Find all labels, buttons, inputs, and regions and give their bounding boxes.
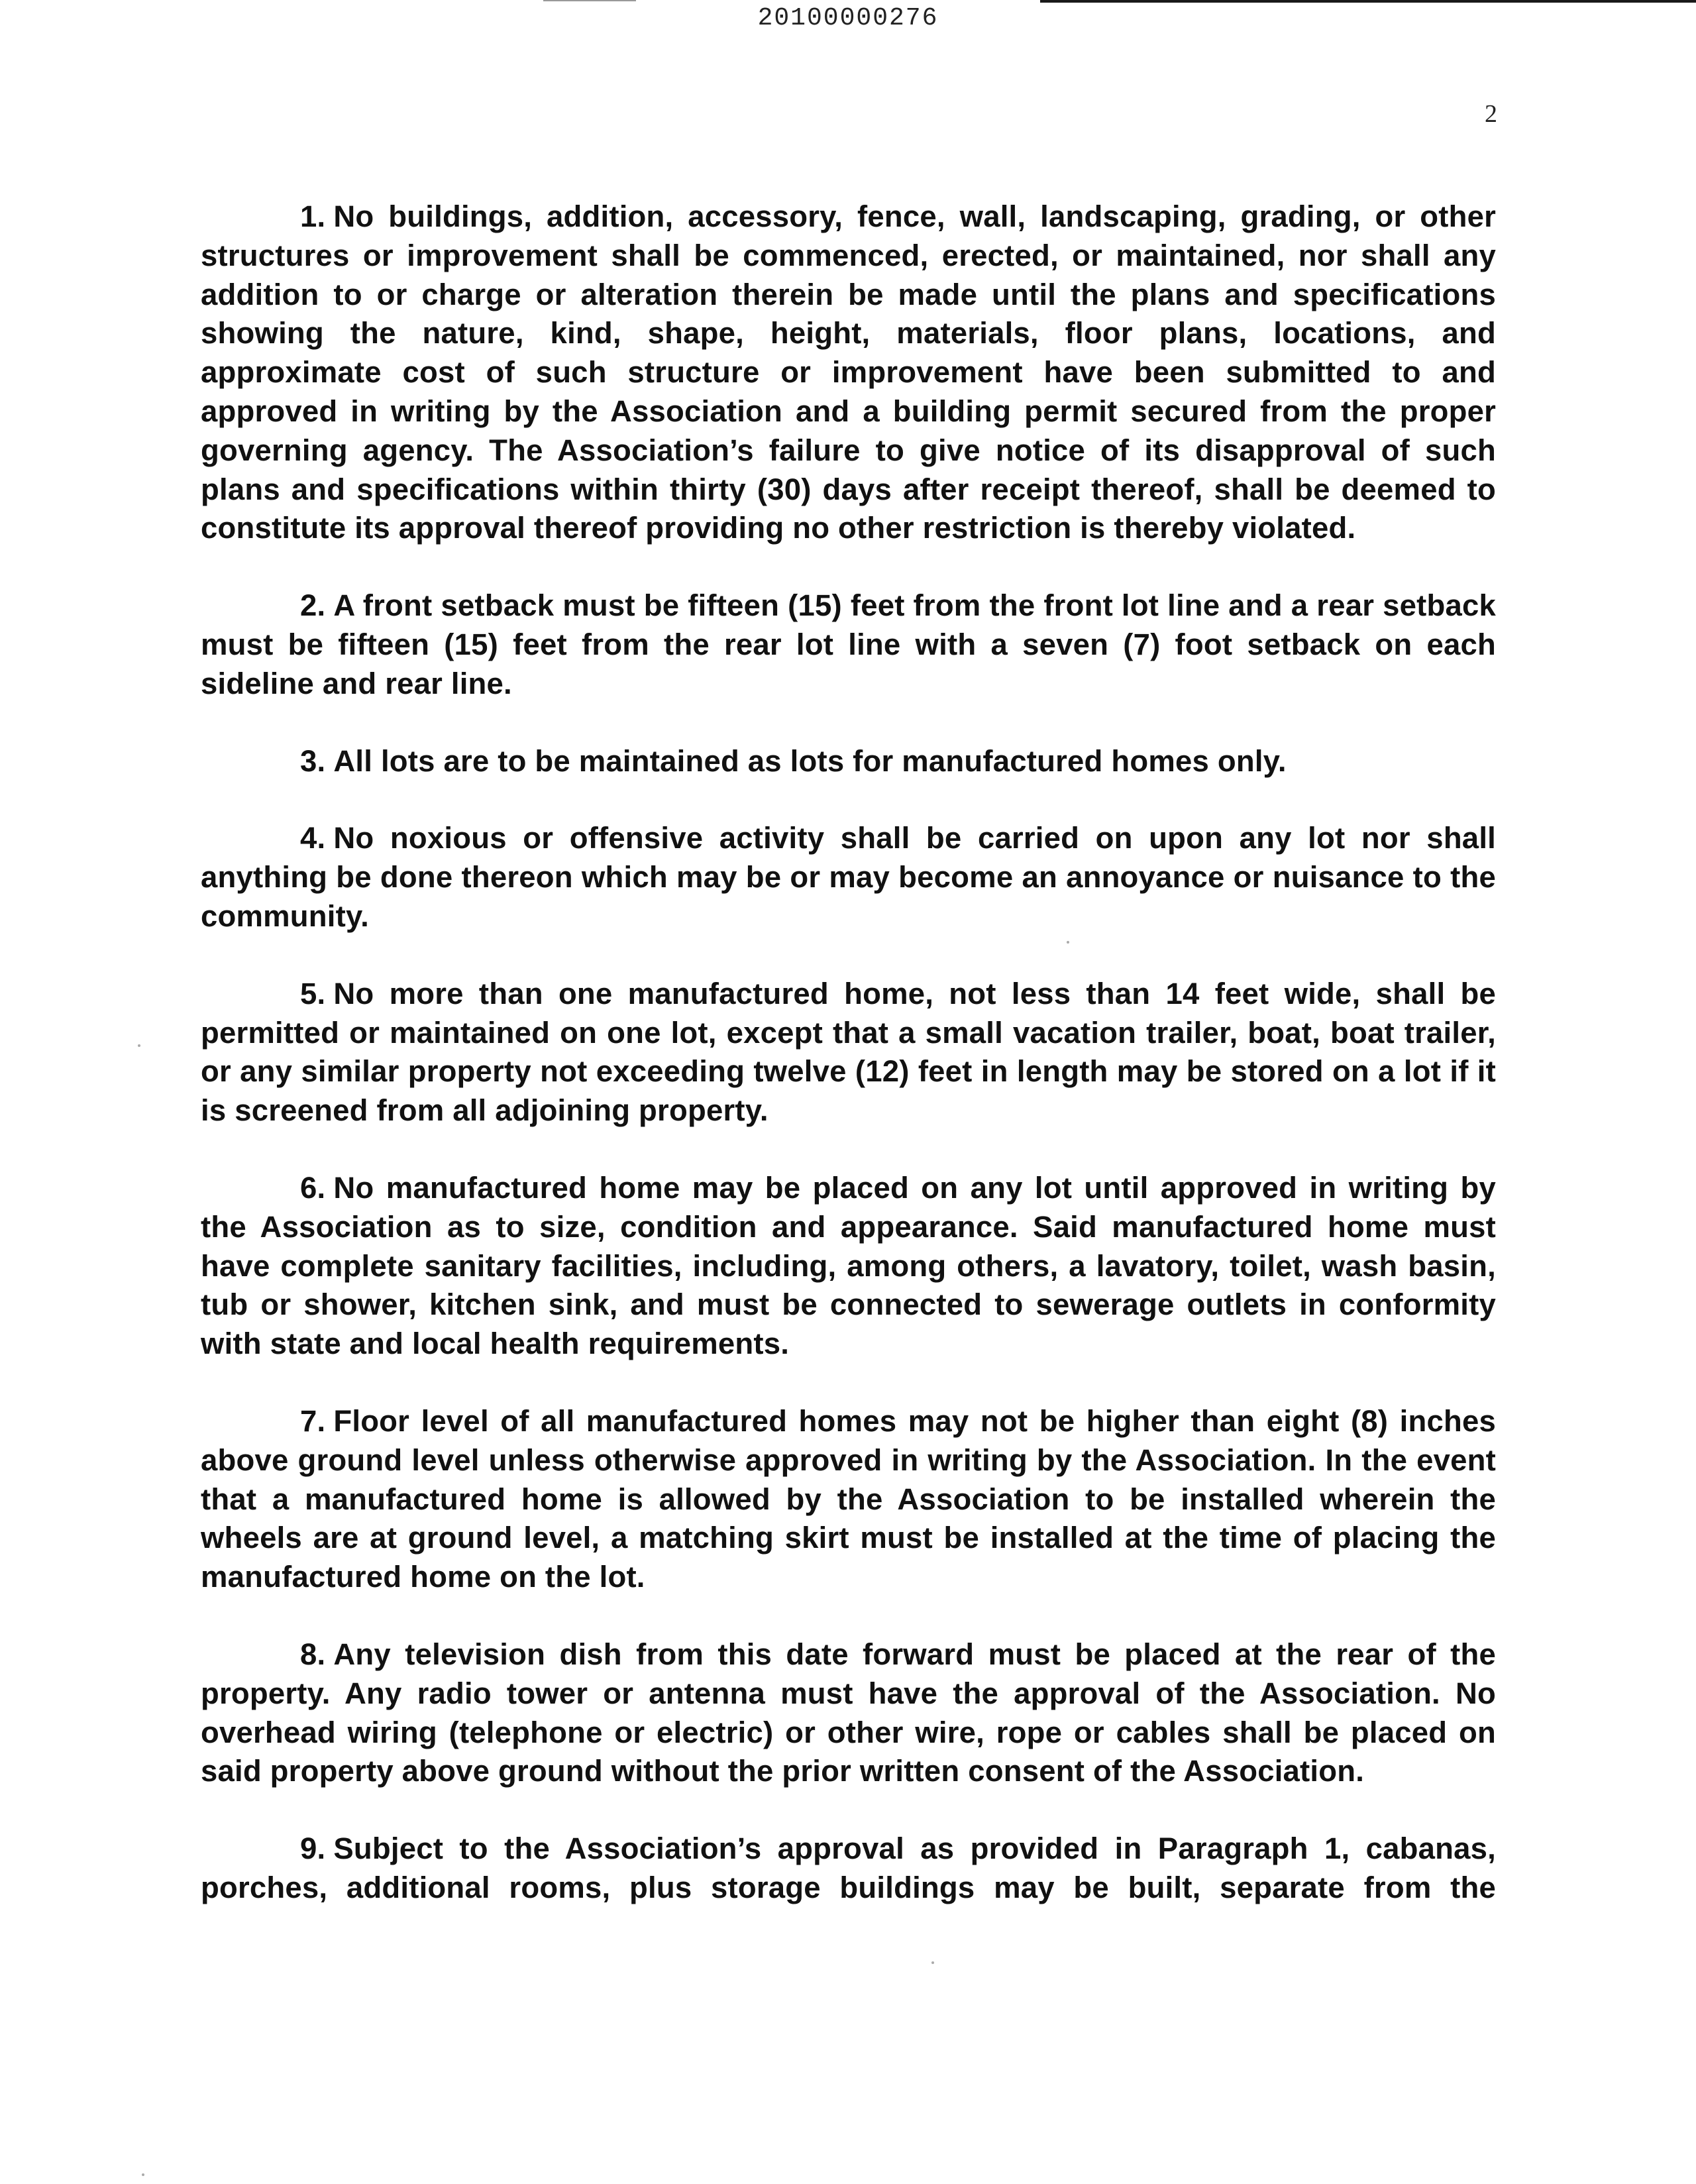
paragraph-text: No noxious or offensive activity shall be carried on upon any lot nor shall anything be done thereon which may be or may become an annoyance or nuisance to the community. — [201, 821, 1496, 933]
paragraph-6 — [201, 1169, 1496, 1364]
paragraph-text: Any television dish from this date forward must be placed at the rear of the property. Any radio tower or antenna must have the approval of the Association. No overhead wiring (telephone or electric) or other wire, rope or cables shall be placed on said property above ground without the prior written consent of the Association. — [201, 1637, 1496, 1788]
paragraph-1 — [201, 197, 1496, 548]
scan-speck — [1067, 941, 1069, 944]
paragraph-text: A front setback must be fifteen (15) feet from the front lot line and a rear setback must be fifteen (15) feet from the rear lot line with a seven (7) foot setback on each sideline and rear line. — [201, 588, 1496, 700]
paragraph-2 — [201, 586, 1496, 703]
scan-artifact-line — [543, 0, 636, 1]
document-number: 20100000276 — [757, 4, 939, 32]
paragraph-number: 4. — [300, 821, 326, 855]
paragraph-text: Floor level of all manufactured homes may not be higher than eight (8) inches above ground level unless otherwise approved in writing by the Association. In the event that a manufactured home is allowed by the Association to be installed wherein the wheels are at ground level, a matching skirt must be installed at the time of placing the manufactured home on the lot. — [201, 1403, 1496, 1594]
paragraph-text: No more than one manufactured home, not less than 14 feet wide, shall be permitted or maintained on one lot, except that a small vacation trailer, boat, boat trailer, or any similar property not exceeding twelve (12) feet in length may be stored on a lot if it is screened from all adjoining property. — [201, 976, 1496, 1128]
paragraph-number: 7. — [300, 1403, 326, 1438]
paragraph-3 — [201, 742, 1496, 781]
scan-speck — [138, 1044, 140, 1047]
document-body — [201, 197, 1496, 1946]
paragraph-5 — [201, 975, 1496, 1130]
paragraph-7 — [201, 1402, 1496, 1597]
paragraph-number: 5. — [300, 976, 326, 1010]
page-number: 2 — [1485, 100, 1497, 128]
paragraph-4 — [201, 819, 1496, 936]
paragraph-8 — [201, 1635, 1496, 1791]
scan-artifact-line — [1040, 0, 1696, 3]
scan-speck — [142, 2173, 144, 2176]
paragraph-text: No manufactured home may be placed on any lot until approved in writing by the Association as to size, condition and appearance. Said manufactured home must have complete sanitary facilities, including, among others, a lavatory, toilet, wash basin, tub or shower, kitchen sink, and must be connected to sewerage outlets in conformity with state and local health requirements. — [201, 1170, 1496, 1361]
paragraph-number: 8. — [300, 1637, 326, 1671]
paragraph-text: No buildings, addition, accessory, fence, wall, landscaping, grading, or other structures or improvement shall be commenced, erected, or maintained, nor shall any addition to or charge or alteration therein be made until the plans and specifications showing the nature, kind, shape, height, materials, floor plans, locations, and approximate cost of such structure or improvement have been submitted to and approved in writing by the Association and a building permit secured from the proper governing agency. The Association’s failure to give notice of its disapproval of such plans and specifications within thirty (30) days after receipt thereof, shall be deemed to constitute its approval thereof providing no other restriction is thereby violated. — [201, 199, 1496, 545]
paragraph-number: 6. — [300, 1170, 326, 1205]
scan-speck — [931, 1961, 934, 1964]
paragraph-9 — [201, 1829, 1496, 1908]
paragraph-text: All lots are to be maintained as lots for manufactured homes only. — [333, 743, 1287, 778]
paragraph-number: 9. — [300, 1831, 326, 1866]
paragraph-number: 1. — [300, 199, 326, 233]
paragraph-number: 2. — [300, 588, 326, 623]
paragraph-number: 3. — [300, 743, 326, 778]
paragraph-text: Subject to the Association’s approval as provided in Paragraph 1, cabanas, porches, additional rooms, plus storage buildings may be built, separate from the — [201, 1831, 1496, 1904]
